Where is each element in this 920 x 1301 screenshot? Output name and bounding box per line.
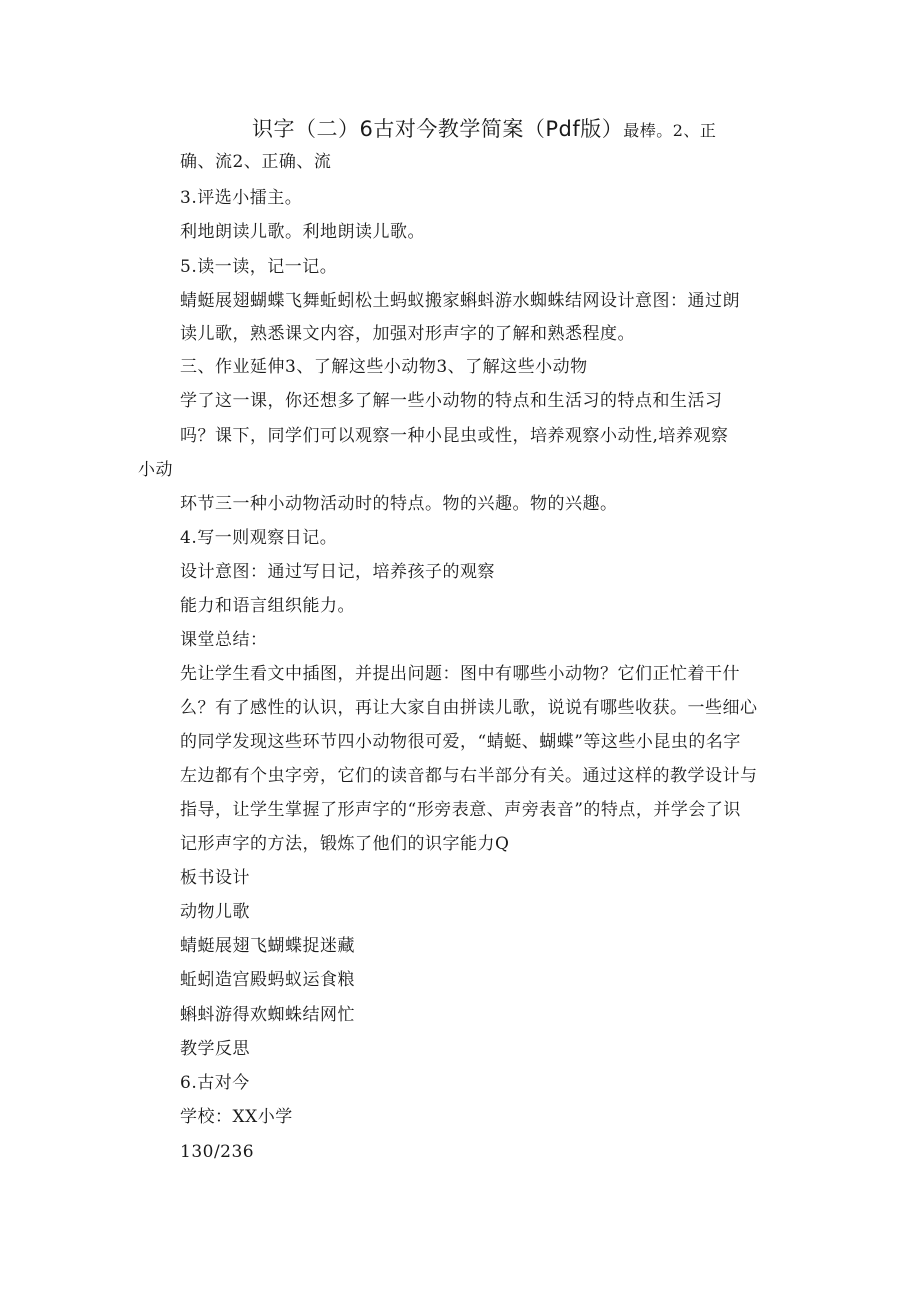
text-line: 蝌蚪游得欢蜘蛛结网忙 [180,1005,355,1025]
text-line: 环节三一种小动物活动时的特点。物的兴趣。物的兴趣。 [180,494,618,514]
text-line: 4.写一则观察日记。 [180,528,338,548]
text-line: 利地朗读儿歌。利地朗读儿歌。 [180,222,425,242]
text-line: 6.古对今 [180,1073,250,1093]
text-line: 设计意图：通过写日记，培养孩子的观察 [180,562,495,582]
text-line: 能力和语言组织能力。 [180,596,355,616]
text-line: 确、流2、正确、流 [180,152,332,172]
text-line: 的同学发现这些环节四小动物很可爱，“蜻蜓、蝴蝶”等这些小昆虫的名字 [180,732,741,752]
text-line: 动物儿歌 [180,902,250,922]
text-line: 先让学生看文中插图，并提出问题：图中有哪些小动物？它们正忙着干什 [180,664,740,684]
text-line: 3.评选小擂主。 [180,188,303,208]
text-line: 蜻蜓展翅飞蝴蝶捉迷藏 [180,936,355,956]
title-suffix: 最棒。2、正 [623,121,717,140]
document-title [252,115,716,145]
text-line: 左边都有个虫字旁，它们的读音都与右半部分有关。通过这样的教学设计与 [180,766,758,786]
text-line: 5.读一读，记一记。 [180,257,338,277]
text-line: 教学反思 [180,1039,250,1059]
text-line: 课堂总结： [180,630,268,650]
text-line: 指导，让学生掌握了形声字的“形旁表意、声旁表音”的特点，并学会了识 [180,800,741,820]
text-line: 吗？课下，同学们可以观察一种小昆虫或性，培养观察小动性,培养观察 [180,426,729,446]
text-line: 板书设计 [180,868,250,888]
text-line: 学了这一课，你还想多了解一些小动物的特点和生活习的特点和生活习 [180,391,723,411]
text-line: 蜻蜓展翅蝴蝶飞舞蚯蚓松土蚂蚁搬家蝌蚪游水蜘蛛结网设计意图：通过朗 [180,291,740,311]
text-line: 么？有了感性的认识，再让大家自由拼读儿歌，说说有哪些收获。一些细心 [180,698,758,718]
text-line: 学校：XX小学 [180,1107,293,1127]
page-number: 130/236 [180,1142,255,1162]
text-line: 蚯蚓造宫殿蚂蚁运食粮 [180,970,355,990]
text-line: 读儿歌，熟悉课文内容，加强对形声字的了解和熟悉程度。 [180,324,635,344]
text-line: 三、作业延伸3、了解这些小动物3、了解这些小动物 [180,357,588,377]
title-main: 识字（二）6古对今教学简案（Pdf版） [252,117,624,141]
text-line: 小动 [138,460,173,480]
text-line: 记形声字的方法，锻炼了他们的识字能力Q [180,834,510,854]
